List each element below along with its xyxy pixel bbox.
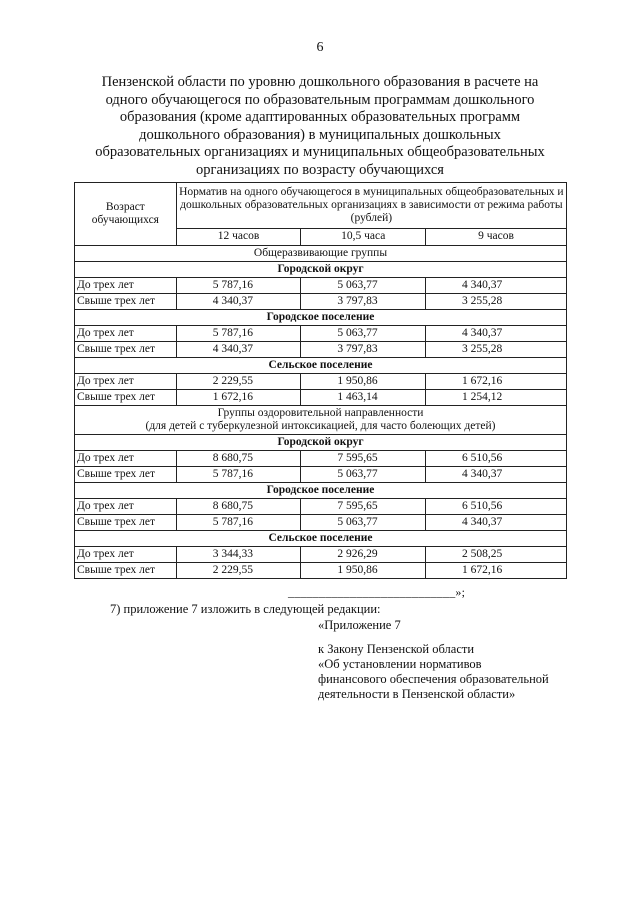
page-number: 6 (316, 40, 324, 55)
table-row: До трех лет 8 680,75 7 595,65 6 510,56 (75, 451, 567, 467)
appendix-law-line: деятельности в Пензенской области» (318, 687, 516, 701)
appendix-title: «Приложение 7 (318, 618, 401, 632)
table-row: Свыше трех лет 2 229,55 1 950,86 1 672,16 (75, 563, 567, 579)
territory-row: Городской округ (75, 435, 567, 451)
territory-row: Сельское поселение (75, 358, 567, 374)
table-row: Свыше трех лет 4 340,37 3 797,83 3 255,28 (75, 342, 567, 358)
group-row: Общеразвивающие группы (75, 246, 567, 262)
normative-header: Норматив на одного обучающегося в муниципальных общеобразовательных и дошкольных образовательных организациях в зависимости от режима работы (рублей) (176, 183, 566, 229)
territory-row: Городское поселение (75, 310, 567, 326)
closing-quote-line: ___________________________»; (288, 585, 466, 599)
title-line: образовательных организациях и муниципальных общеобразовательных (95, 144, 545, 160)
group-subtitle: (для детей с туберкулезной интоксикацией, для часто болеющих детей) (145, 420, 496, 432)
document-title (70, 74, 570, 179)
table-row: До трех лет 3 344,33 2 926,29 2 508,25 (75, 547, 567, 563)
table-row: Свыше трех лет 4 340,37 3 797,83 3 255,28 (75, 294, 567, 310)
title-line: образования (кроме адаптированных образовательных программ (119, 109, 521, 125)
normative-table (74, 182, 567, 579)
amendment-item-7: 7) приложение 7 изложить в следующей редакции: (110, 602, 381, 616)
territory-row: Городское поселение (75, 483, 567, 499)
appendix-law-line: финансового обеспечения образовательной (318, 672, 549, 686)
group-row (75, 406, 567, 435)
title-line: Пензенской области по уровню дошкольного образования в расчете на (101, 74, 539, 90)
title-line: одного обучающегося по образовательным программам дошкольного (105, 91, 535, 108)
table-row: Свыше трех лет 1 672,16 1 463,14 1 254,12 (75, 390, 567, 406)
table-row: До трех лет 5 787,16 5 063,77 4 340,37 (75, 278, 567, 294)
mode-10-5h: 10,5 часа (301, 228, 426, 245)
group-title: Группы оздоровительной направленности (217, 407, 424, 419)
title-line: организациях по возрасту обучающихся (196, 161, 444, 178)
table-row: Свыше трех лет 5 787,16 5 063,77 4 340,37 (75, 515, 567, 531)
table-header-row (75, 183, 567, 229)
table-row: До трех лет 5 787,16 5 063,77 4 340,37 (75, 326, 567, 342)
territory-row: Городской округ (75, 262, 567, 278)
table-row: До трех лет 2 229,55 1 950,86 1 672,16 (75, 374, 567, 390)
age-column-header: Возраст обучающихся (75, 183, 177, 246)
appendix-law-line: к Закону Пензенской области (318, 642, 475, 656)
table-row: До трех лет 8 680,75 7 595,65 6 510,56 (75, 499, 567, 515)
mode-9h: 9 часов (426, 228, 567, 245)
table-row: Свыше трех лет 5 787,16 5 063,77 4 340,37 (75, 467, 567, 483)
appendix-law-reference (318, 642, 578, 702)
mode-12h: 12 часов (176, 228, 301, 245)
title-line: дошкольного образования) в муниципальных дошкольных (139, 126, 501, 143)
territory-row: Сельское поселение (75, 531, 567, 547)
appendix-law-line: «Об установлении нормативов (318, 657, 482, 671)
